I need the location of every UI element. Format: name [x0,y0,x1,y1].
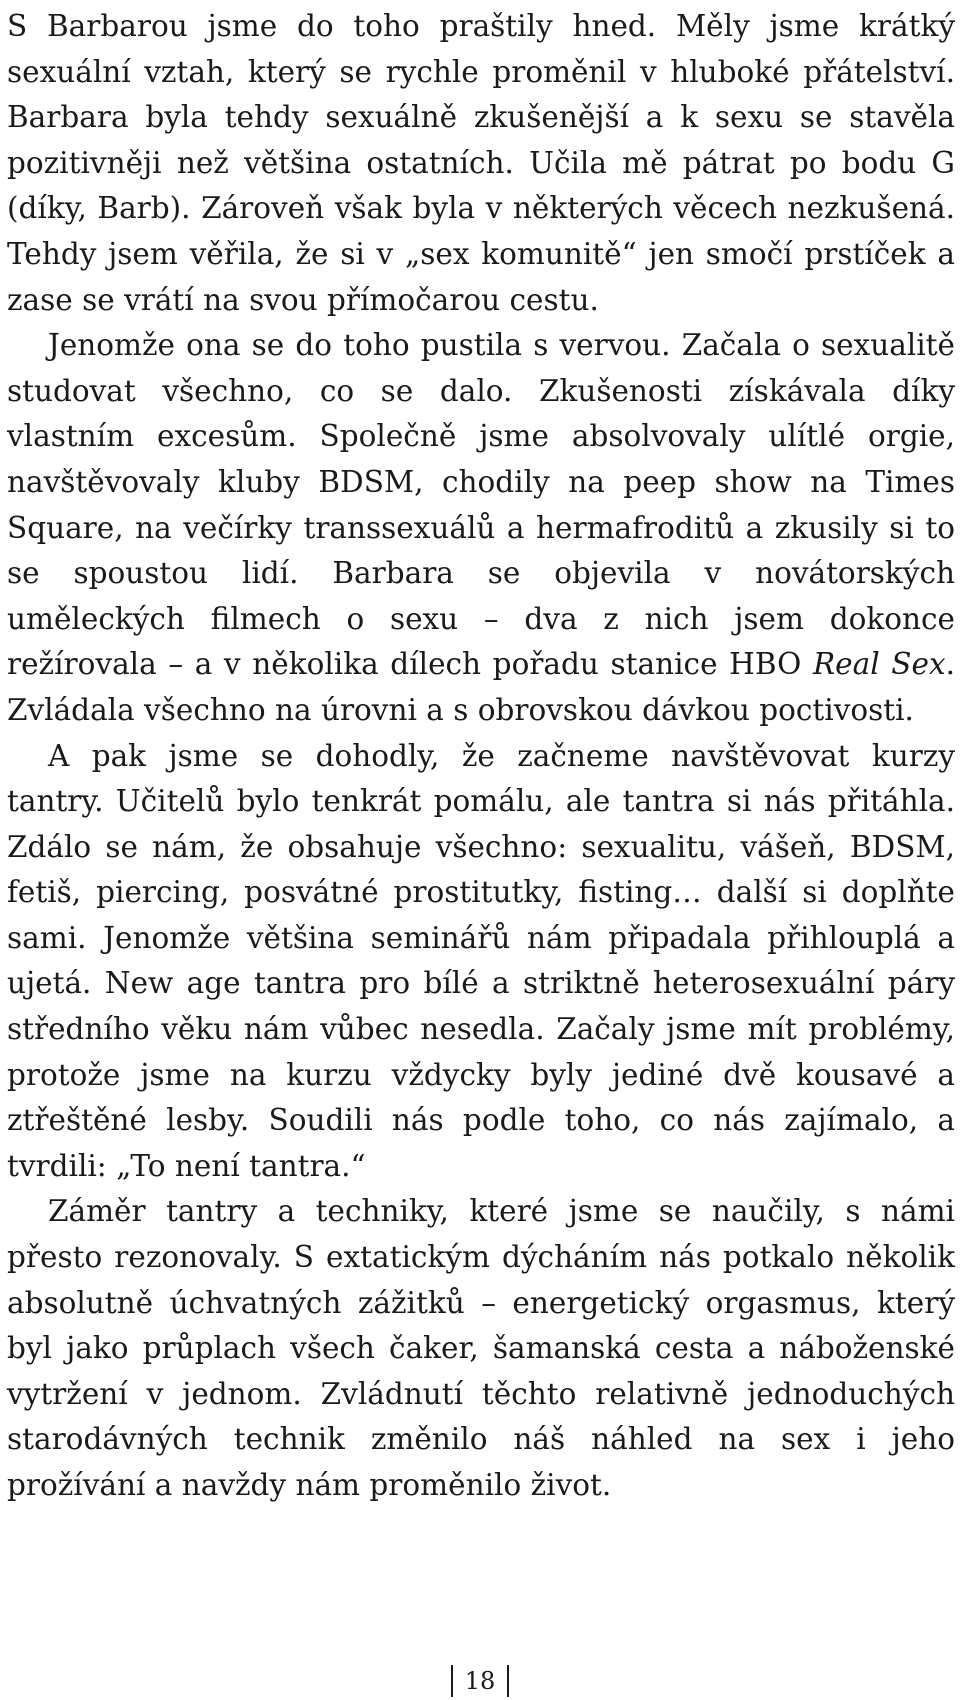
paragraph-1 [7,4,955,323]
body-text [7,4,955,1509]
paragraph-text: . Zvládala všechno na úrovni a s obrovskou dávkou poctivosti. [7,647,955,727]
paragraph-text: Záměr tantry a techniky, které jsme se naučily, s námi přesto rezonovaly. S extatickým dýcháním nás potkalo několik absolutně úchvatných zážitků – energetický orgasmus, který byl jako průplach všech čaker, šamanská cesta a náboženské vytržení v jednom. Zvládnutí těchto relativně jednoduchých starodávných technik změnilo náš náhled na sex i jeho prožívání a navždy nám proměnilo život. [7,1194,955,1502]
paragraph-3 [7,734,955,1190]
folio-right-rule [507,1665,509,1697]
paragraph-2 [7,323,955,733]
paragraph-text: S Barbarou jsme do toho praštily hned. Měly jsme krátký sexuální vztah, který se rychle proměnil v hluboké přátelství. Barbara byla tehdy sexuálně zkušenější a k sexu se stavěla pozitivněji než většina ostatních. Učila mě pátrat po bodu G (díky, Barb). Zároveň však byla v některých věcech nezkušená. Tehdy jsem věřila, že si v „sex komunitě“ jen smočí prstíček a zase se vrátí na svou přímočarou cestu. [7,9,955,317]
show-title: Real Sex [812,647,946,682]
paragraph-text: A pak jsme se dohodly, že začneme navštěvovat kurzy tantry. Učitelů bylo tenkrát pomálu, ale tantra si nás přitáhla. Zdálo se nám, že obsahuje všechno: sexualitu, vášeň, BDSM, fetiš, piercing, posvátné prostitutky, fisting… další si doplňte sami. Jenomže většina seminářů nám připadala přihlouplá a ujetá. New age tantra pro bílé a striktně heterosexuální páry středního věku nám vůbec nesedla. Začaly jsme mít problémy, protože jsme na kurzu vždycky byly jediné dvě kousavé a ztřeštěné lesby. Soudili nás podle toho, co nás zajímalo, a tvrdili: „To není tantra.“ [7,738,955,1183]
page-number: 18 [464,1666,496,1695]
paragraph-text: Jenomže ona se do toho pustila s vervou. Začala o sexualitě studovat všechno, co se dalo. Zkušenosti získávala díky vlastním excesům. Společně jsme absolvovaly ulítlé orgie, navštěvovaly kluby BDSM, chodily na peep show na Times Square, na večírky transsexuálů a hermafroditů a zkusily si to se spoustou lidí. Barbara se objevila v novátorských uměleckých filmech o sexu – dva z nich jsem dokonce režírovala – a v několika dílech pořadu stanice HBO [7,328,955,682]
page-number-footer [0,1664,960,1697]
paragraph-4 [7,1189,955,1508]
